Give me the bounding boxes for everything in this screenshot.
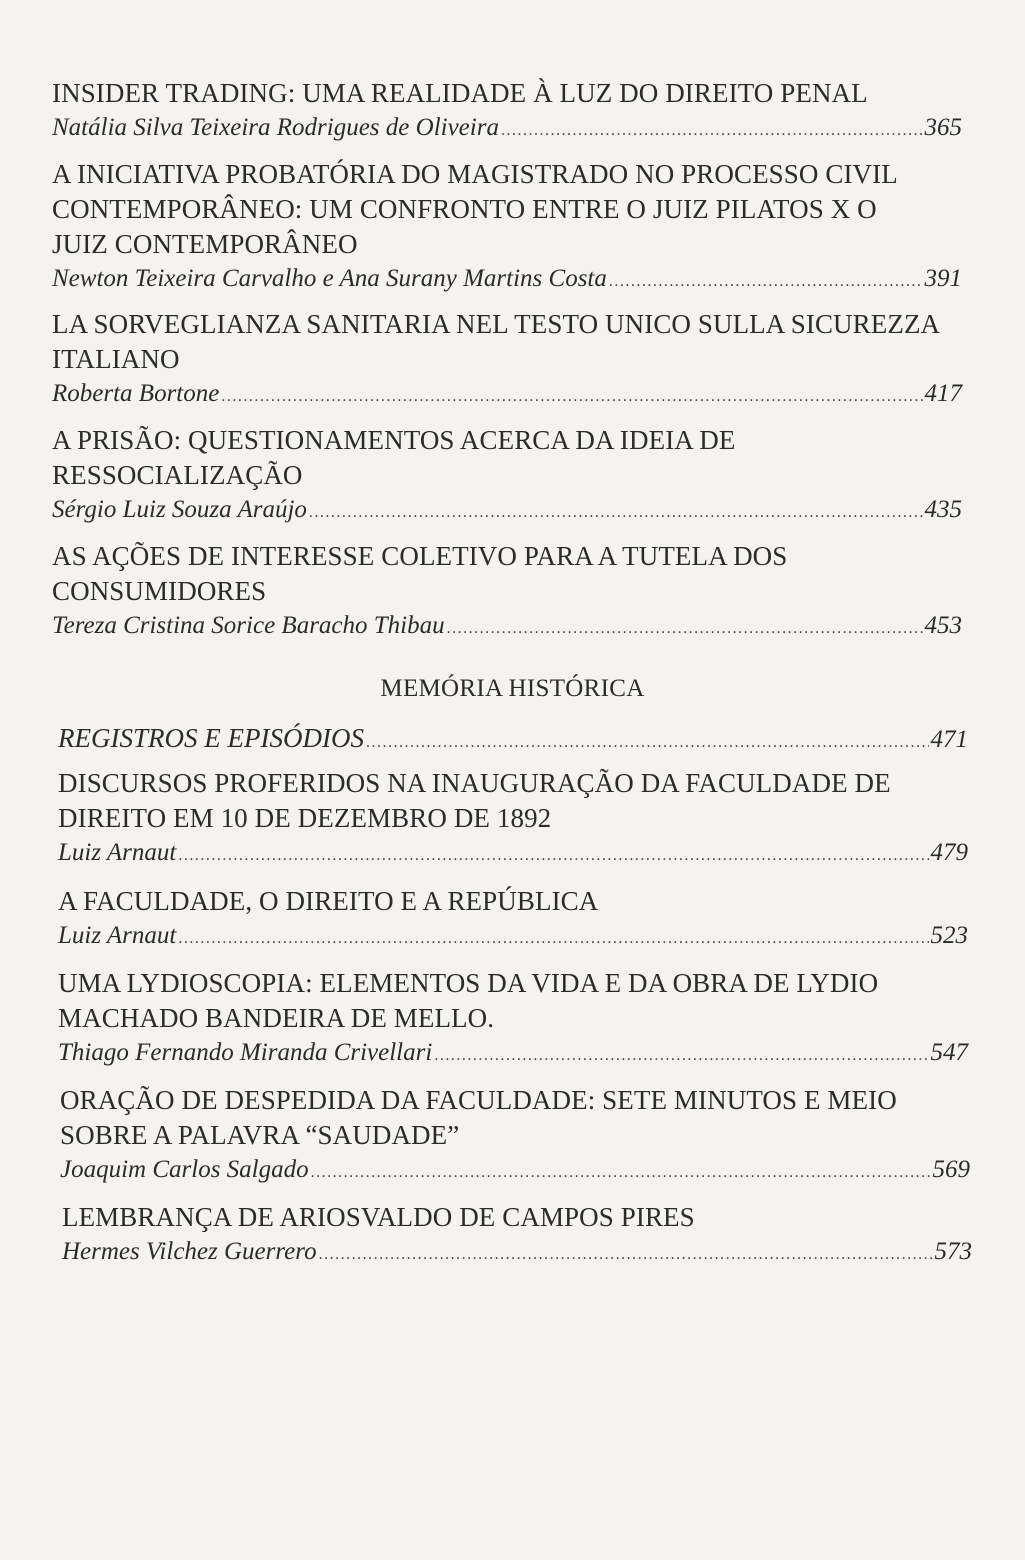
toc-entry-author: Luiz Arnaut [58,839,177,866]
toc-entry-leader [58,722,968,759]
toc-entry-title: A INICIATIVA PROBATÓRIA DO MAGISTRADO NO PROCESSO CIVIL CONTEMPORÂNEO: UM CONFRONTO ENTRE O JUIZ PILATOS X O JUIZ CONTEMPORÂNEO [52,159,898,259]
toc-entry-author: Tereza Cristina Sorice Baracho Thibau [52,612,445,639]
toc-entry[interactable] [58,722,968,759]
toc-entry[interactable] [58,766,968,872]
dot-leader [366,726,929,759]
toc-entry-page: 365 [924,114,962,141]
toc-entry-title: INSIDER TRADING: UMA REALIDADE À LUZ DO DIREITO PENAL [52,78,868,108]
toc-entry-page: 573 [934,1238,972,1265]
toc-entry-leader [52,493,962,529]
toc-entry-title: AS AÇÕES DE INTERESSE COLETIVO PARA A TUTELA DOS CONSUMIDORES [52,541,788,606]
toc-entry-leader [60,1153,970,1189]
toc-entry-author: Thiago Fernando Miranda Crivellari [58,1039,433,1066]
toc-entry[interactable] [52,76,962,147]
toc-entry-author: Natália Silva Teixeira Rodrigues de Oliveira [52,114,499,141]
toc-entry-title: UMA LYDIOSCOPIA: ELEMENTOS DA VIDA E DA OBRA DE LYDIO MACHADO BANDEIRA DE MELLO. [58,968,879,1033]
toc-entry-author: Newton Teixeira Carvalho e Ana Surany Martins Costa [52,265,607,292]
toc-entry-leader [52,609,962,645]
toc-entry-page: 435 [924,496,962,523]
toc-entry[interactable] [58,966,968,1072]
dot-leader [447,612,923,645]
toc-entry-leader [58,919,968,955]
toc-entry-leader [58,836,968,872]
toc-entry-page: 547 [930,1039,968,1066]
toc-entry-title: REGISTROS E EPISÓDIOS [58,723,364,753]
toc-entry-leader [58,1036,968,1072]
toc-entry-page: 391 [924,265,962,292]
toc-entry-author: Hermes Vilchez Guerrero [62,1238,317,1265]
toc-entry-leader [52,262,962,298]
toc-entry-title: ORAÇÃO DE DESPEDIDA DA FACULDADE: SETE MINUTOS E MEIO SOBRE A PALAVRA “SAUDADE” [60,1085,897,1150]
toc-entry-author: Luiz Arnaut [58,922,177,949]
toc-entry-page: 569 [932,1156,970,1183]
dot-leader [178,839,928,872]
section-heading: MEMÓRIA HISTÓRICA [380,675,645,702]
toc-entry-title: LA SORVEGLIANZA SANITARIA NEL TESTO UNICO SULLA SICUREZZA ITALIANO [52,309,941,374]
dot-leader [221,380,922,413]
dot-leader [311,1156,931,1189]
toc-entry[interactable] [52,157,962,298]
dot-leader [178,922,928,955]
toc-entry-title: DISCURSOS PROFERIDOS NA INAUGURAÇÃO DA FACULDADE DE DIREITO EM 10 DE DEZEMBRO DE 1892 [58,768,891,833]
dot-leader [434,1039,928,1072]
dot-leader [609,265,923,298]
toc-entry[interactable] [62,1200,972,1271]
toc-entry[interactable] [52,423,962,529]
toc-entry-title: LEMBRANÇA DE ARIOSVALDO DE CAMPOS PIRES [62,1202,695,1232]
toc-entry-title: A PRISÃO: QUESTIONAMENTOS ACERCA DA IDEIA DE RESSOCIALIZAÇÃO [52,425,736,490]
dot-leader [309,496,923,529]
dot-leader [319,1238,933,1271]
toc-entry-author: Sérgio Luiz Souza Araújo [52,496,307,523]
toc-entry-leader [52,111,962,147]
toc-entry-page: 479 [930,839,968,866]
toc-entry[interactable] [60,1083,970,1189]
toc-entry-author: Joaquim Carlos Salgado [60,1156,309,1183]
dot-leader [501,114,923,147]
toc-entry-leader [62,1235,972,1271]
toc-entry[interactable] [52,307,962,413]
toc-entry[interactable] [52,539,962,645]
toc-entry-page: 453 [924,612,962,639]
toc-entry-page: 417 [924,380,962,407]
toc-entry-page: 523 [930,922,968,949]
toc-entry-author: Roberta Bortone [52,380,220,407]
toc-entry-leader [52,377,962,413]
toc-entry-title: A FACULDADE, O DIREITO E A REPÚBLICA [58,886,599,916]
toc-entry[interactable] [58,884,968,955]
toc-entry-page: 471 [930,726,968,753]
